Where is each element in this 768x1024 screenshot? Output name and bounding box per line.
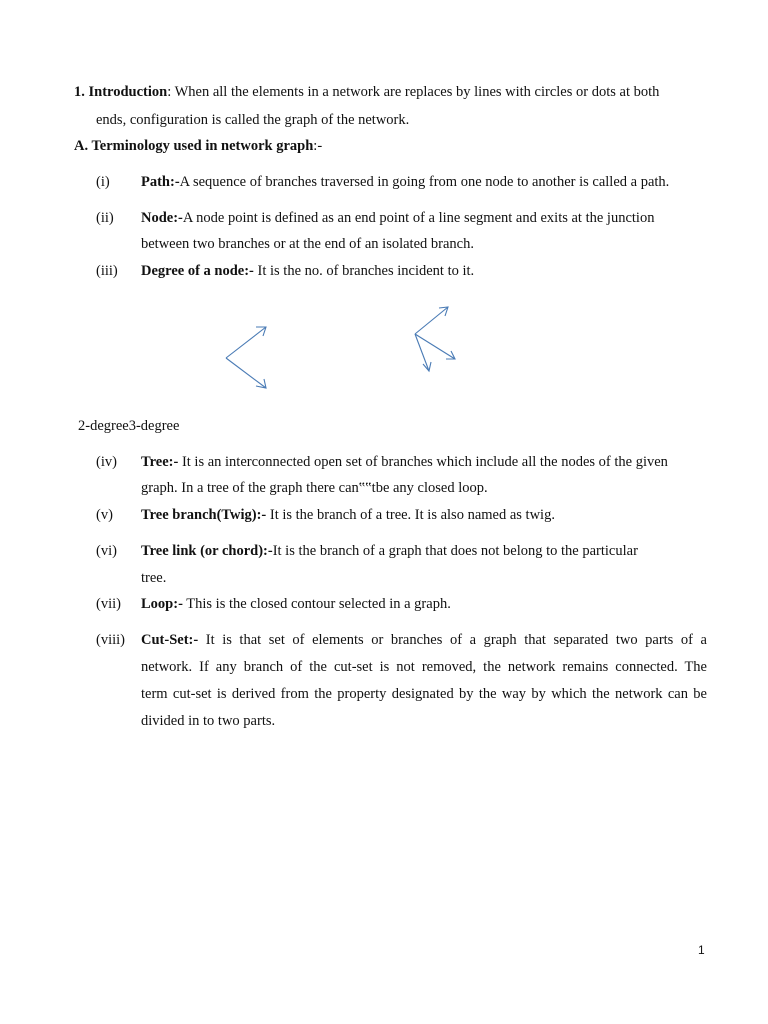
two-degree-node-diagram <box>218 318 278 398</box>
item-link <box>141 543 638 560</box>
item-tree <box>141 454 668 471</box>
item-number: (ii) <box>96 210 114 226</box>
item-term: Cut-Set:- <box>141 632 199 648</box>
figure-caption: 2-degree3-degree <box>78 418 180 434</box>
item-text-continued: network. If any branch of the cut-set is not removed, the network remains connected. The <box>141 659 707 675</box>
item-number: (v) <box>96 507 113 523</box>
item-text: It is that set of elements or branches of a graph that separated two parts of a <box>198 632 707 648</box>
three-degree-node-diagram <box>405 300 465 375</box>
page-number: 1 <box>698 943 705 957</box>
item-loop <box>141 596 451 613</box>
intro-line-1: : When all the elements in a network are replaces by lines with circles or dots at both <box>167 84 660 100</box>
branch-line <box>226 358 266 388</box>
item-path <box>141 174 669 191</box>
item-twig <box>141 507 555 524</box>
branch-line <box>415 334 429 371</box>
intro-line-2: ends, configuration is called the graph of the network. <box>96 112 410 128</box>
item-number: (iv) <box>96 454 117 470</box>
item-text: It is the no. of branches incident to it. <box>253 263 475 279</box>
item-text: It is an interconnected open set of branches which include all the nodes of the given <box>178 454 668 470</box>
item-text-continued: between two branches or at the end of an isolated branch. <box>141 236 474 252</box>
item-term: Tree branch(Twig):- <box>141 507 267 523</box>
branch-line <box>226 327 266 358</box>
item-degree <box>141 263 474 280</box>
section-a-label: A. Terminology used in network graph <box>74 138 314 154</box>
section-a-heading <box>74 138 322 155</box>
item-text: This is the closed contour selected in a graph. <box>182 596 451 612</box>
item-term: Tree link (or chord):- <box>141 543 273 559</box>
item-node <box>141 210 654 227</box>
item-text-continued: term cut-set is derived from the property designated by the way by which the network can be <box>141 686 707 702</box>
item-text: A node point is defined as an end point of a line segment and exits at the junction <box>182 210 655 226</box>
intro-paragraph <box>74 84 659 101</box>
item-text: A sequence of branches traversed in going from one node to another is called a path. <box>179 174 670 190</box>
item-text: It is the branch of a graph that does not belong to the particular <box>272 543 638 559</box>
item-term: Tree:- <box>141 454 179 470</box>
item-number: (vii) <box>96 596 121 612</box>
item-term: Path:- <box>141 174 180 190</box>
item-number: (iii) <box>96 263 118 279</box>
branch-line <box>415 307 448 334</box>
item-text-continued: tree. <box>141 570 167 586</box>
section-a-suffix: :- <box>313 138 323 154</box>
item-text: It is the branch of a tree. It is also named as twig. <box>266 507 555 523</box>
item-number: (i) <box>96 174 110 190</box>
branch-line <box>415 334 455 359</box>
item-cutset <box>141 632 707 649</box>
item-number: (vi) <box>96 543 117 559</box>
item-number: (viii) <box>96 632 125 648</box>
item-term: Loop:- <box>141 596 183 612</box>
item-term: Degree of a node:- <box>141 263 254 279</box>
item-text-continued: graph. In a tree of the graph there can‟‟tbe any closed loop. <box>141 480 488 496</box>
item-term: Node:- <box>141 210 183 226</box>
item-text-continued: divided in to two parts. <box>141 713 276 729</box>
intro-label: 1. Introduction <box>74 84 168 100</box>
